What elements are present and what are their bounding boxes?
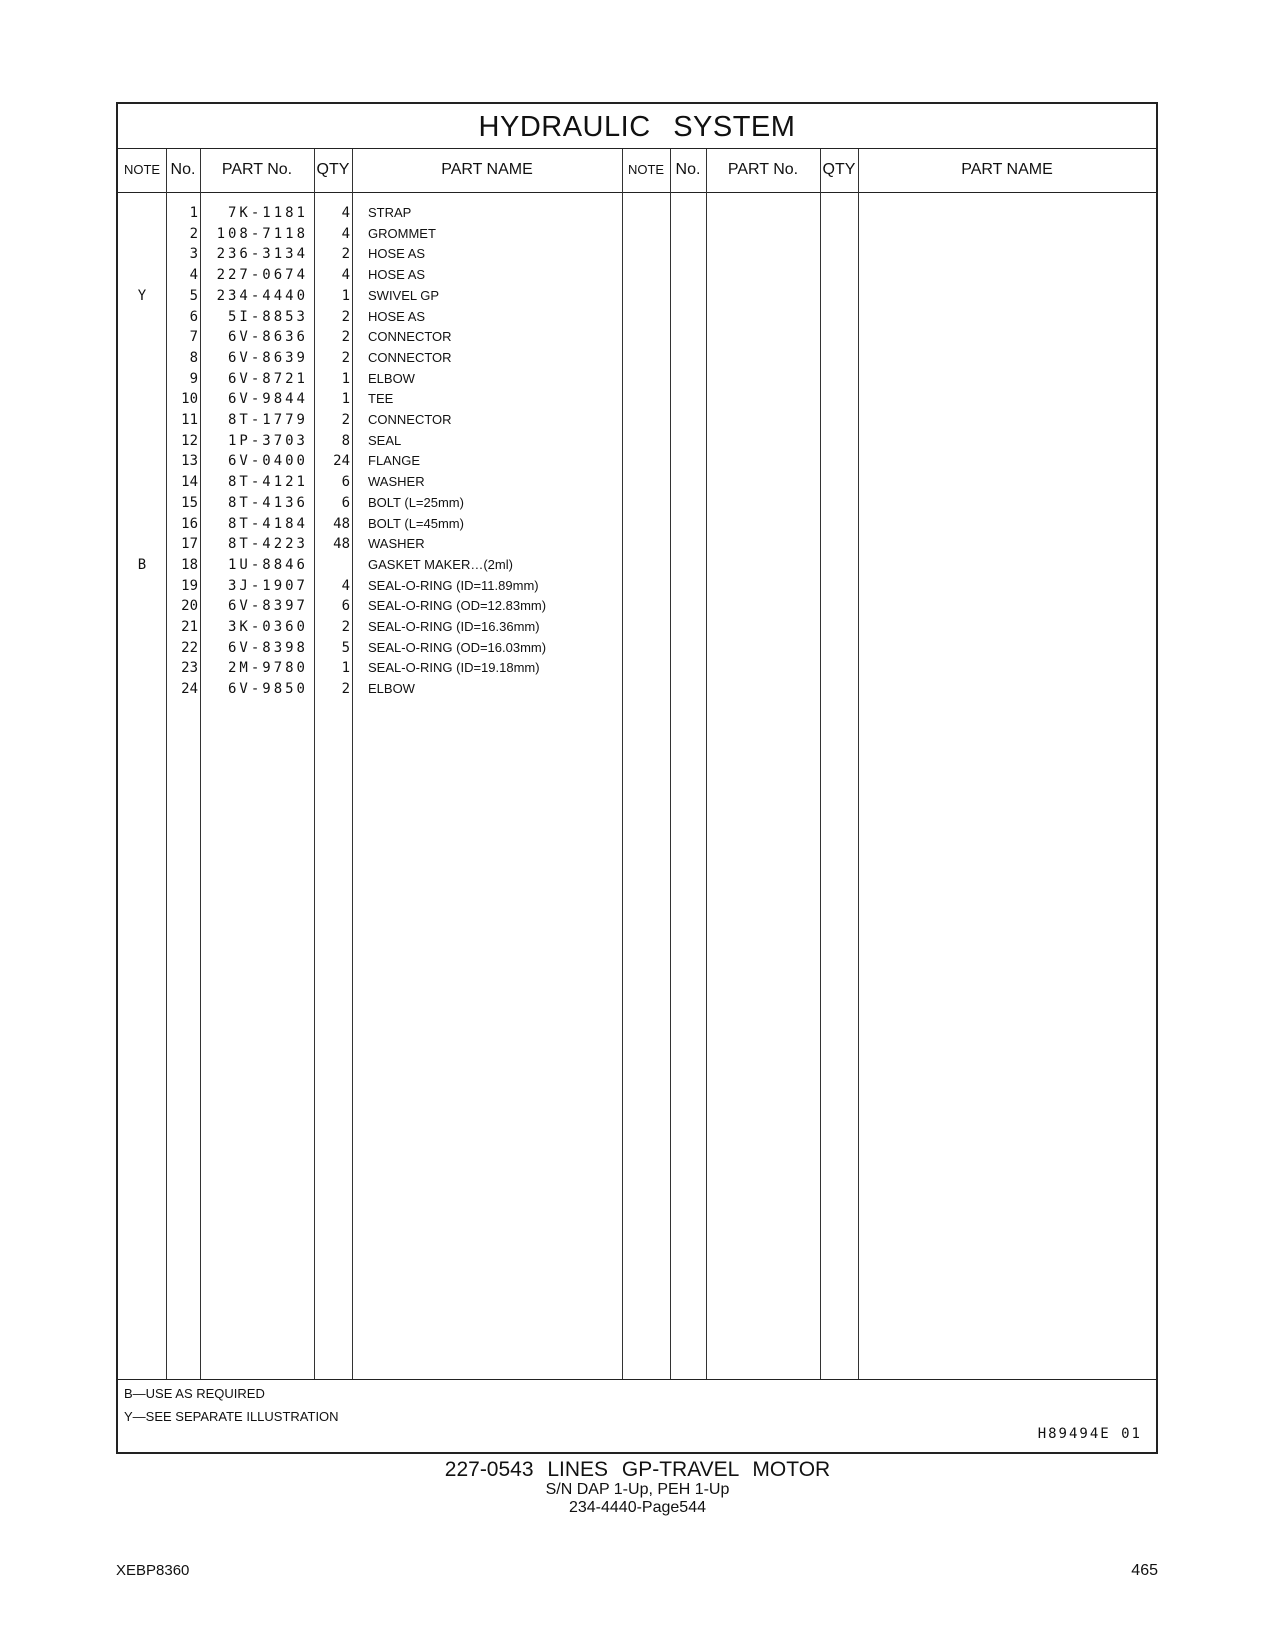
quantity: 2 [341,412,350,428]
table-row [118,203,1156,224]
quantity: 1 [341,391,350,408]
part-number: 6V-0400 [227,453,308,470]
table-row [118,493,1156,514]
quantity: 2 [341,681,350,698]
header-no-left: No. [170,161,196,178]
table-row [118,431,1156,452]
quantity: 1 [341,287,350,304]
table-row [118,286,1156,307]
part-number: 6V-8397 [227,598,308,615]
item-number: 10 [181,391,198,408]
item-number: 9 [189,370,198,387]
item-number: 20 [181,598,198,615]
part-name: SEAL-O-RING (ID=11.89mm) [368,577,539,593]
item-number: 24 [181,681,198,698]
table-row [118,638,1156,659]
item-number: 1 [189,205,198,221]
part-note: Y [137,287,147,304]
part-number: 227-0674 [216,267,308,284]
table-row [118,389,1156,410]
part-name: CONNECTOR [368,329,452,345]
quantity: 6 [341,494,350,511]
item-number: 11 [181,412,198,428]
part-name: HOSE AS [368,246,426,262]
serial-range: S/N DAP 1-Up, PEH 1-Up [545,1481,730,1498]
item-number: 22 [181,639,198,656]
table-row [118,472,1156,493]
part-name: CONNECTOR [368,349,452,365]
item-number: 23 [181,660,198,677]
part-name: SEAL-O-RING (ID=19.18mm) [368,660,540,676]
part-name: SEAL [368,432,402,448]
part-name: CONNECTOR [368,412,452,427]
part-name: HOSE AS [368,308,426,324]
quantity: 8 [341,432,350,449]
quantity: 48 [333,515,350,532]
part-number: 2M-9780 [227,660,308,677]
part-name: GROMMET [368,225,436,241]
quantity: 4 [341,205,350,221]
item-number: 17 [181,536,198,553]
item-number: 8 [189,349,198,366]
quantity: 2 [341,619,350,635]
table-row [118,534,1156,555]
part-name: WASHER [368,474,425,490]
table-row [118,224,1156,245]
part-number: 6V-9850 [227,681,308,698]
table-row [118,369,1156,390]
table-row [118,327,1156,348]
part-name: ELBOW [368,370,415,386]
table-row [118,555,1156,576]
part-name: SEAL-O-RING (OD=12.83mm) [368,598,547,614]
part-name: STRAP [368,205,412,220]
item-number: 7 [189,329,198,346]
part-number: 7K-1181 [227,205,308,221]
quantity: 6 [341,474,350,491]
group-title: 227-0543 LINES GP-TRAVEL MOTOR [444,1458,831,1481]
part-number: 1U-8846 [227,556,308,573]
header-qty-right: QTY [822,161,856,178]
part-name: FLANGE [368,453,421,469]
quantity: 1 [341,660,350,677]
header-part-name-right: PART NAME [961,161,1053,178]
part-number: 1P-3703 [227,432,308,449]
part-number: 3K-0360 [227,619,308,635]
header-no-right: No. [675,161,701,178]
quantity: 2 [341,246,350,263]
quantity: 1 [341,370,350,387]
part-number: 6V-8636 [227,329,308,346]
part-name: WASHER [368,536,425,552]
header-qty-left: QTY [316,161,350,178]
header-part-no-right: PART No. [727,161,799,178]
table-row [118,451,1156,472]
document-id: XEBP8360 [116,1562,190,1579]
item-number: 13 [181,453,198,470]
quantity: 48 [333,536,350,553]
part-name: BOLT (L=25mm) [368,494,464,510]
part-number: 8T-4184 [227,515,308,532]
parts-table-frame [116,102,1158,1454]
item-number: 15 [181,494,198,511]
header-note-left: NOTE [123,162,161,177]
table-row [118,617,1156,638]
part-name: ELBOW [368,681,415,697]
table-row [118,679,1156,700]
part-name: HOSE AS [368,267,426,283]
item-number: 6 [189,308,198,325]
part-number: 234-4440 [216,287,308,304]
part-name: GASKET MAKER…(2ml) [368,556,513,572]
table-row [118,410,1156,431]
table-header [118,149,1156,193]
part-number: 6V-9844 [227,391,308,408]
quantity: 4 [341,267,350,284]
part-number: 108-7118 [216,225,308,242]
part-name: SWIVEL GP [368,287,440,303]
section-title: HYDRAULIC SYSTEM [118,104,1156,149]
part-note: B [137,556,147,573]
part-name: SEAL-O-RING (OD=16.03mm) [368,639,547,655]
item-number: 18 [181,556,198,573]
part-number: 8T-4223 [227,536,308,553]
quantity: 4 [341,225,350,242]
part-name: BOLT (L=45mm) [368,515,464,531]
part-name: TEE [368,391,394,407]
quantity: 6 [341,598,350,615]
legend-y: Y—SEE SEPARATE ILLUSTRATION [124,1409,339,1424]
item-number: 14 [181,474,198,491]
item-number: 12 [181,432,198,449]
part-number: 236-3134 [216,246,308,263]
item-number: 2 [189,225,198,242]
table-row [118,244,1156,265]
part-number: 8T-4136 [227,494,308,511]
header-part-no-left: PART No. [221,161,293,178]
legend-b: B—USE AS REQUIRED [124,1386,265,1401]
quantity: 2 [341,349,350,366]
part-number: 5I-8853 [227,308,308,325]
item-number: 4 [189,267,198,284]
page-reference: 234-4440-Page544 [568,1499,706,1516]
quantity: 5 [341,639,350,656]
quantity: 2 [341,308,350,325]
part-number: 6V-8398 [227,639,308,656]
table-row [118,307,1156,328]
table-row [118,596,1156,617]
table-row [118,348,1156,369]
table-footer [118,1379,1156,1452]
table-row [118,576,1156,597]
header-part-name-left: PART NAME [441,161,533,178]
table-row [118,265,1156,286]
item-number: 21 [181,619,198,635]
item-number: 5 [189,287,198,304]
quantity: 2 [341,329,350,346]
part-number: 8T-1779 [227,412,308,428]
part-number: 3J-1907 [227,577,308,594]
part-number: 6V-8721 [227,370,308,387]
table-row [118,514,1156,535]
drawing-reference: H89494E 01 [1037,1426,1142,1442]
quantity: 24 [333,453,350,470]
part-name: SEAL-O-RING (ID=16.36mm) [368,619,540,634]
item-number: 16 [181,515,198,532]
quantity: 4 [341,577,350,594]
part-number: 8T-4121 [227,474,308,491]
item-number: 19 [181,577,198,594]
parts-list [118,193,1156,1379]
part-number: 6V-8639 [227,349,308,366]
item-number: 3 [189,246,198,263]
page-number: 465 [1131,1562,1158,1579]
header-note-right: NOTE [627,162,665,177]
table-row [118,658,1156,679]
